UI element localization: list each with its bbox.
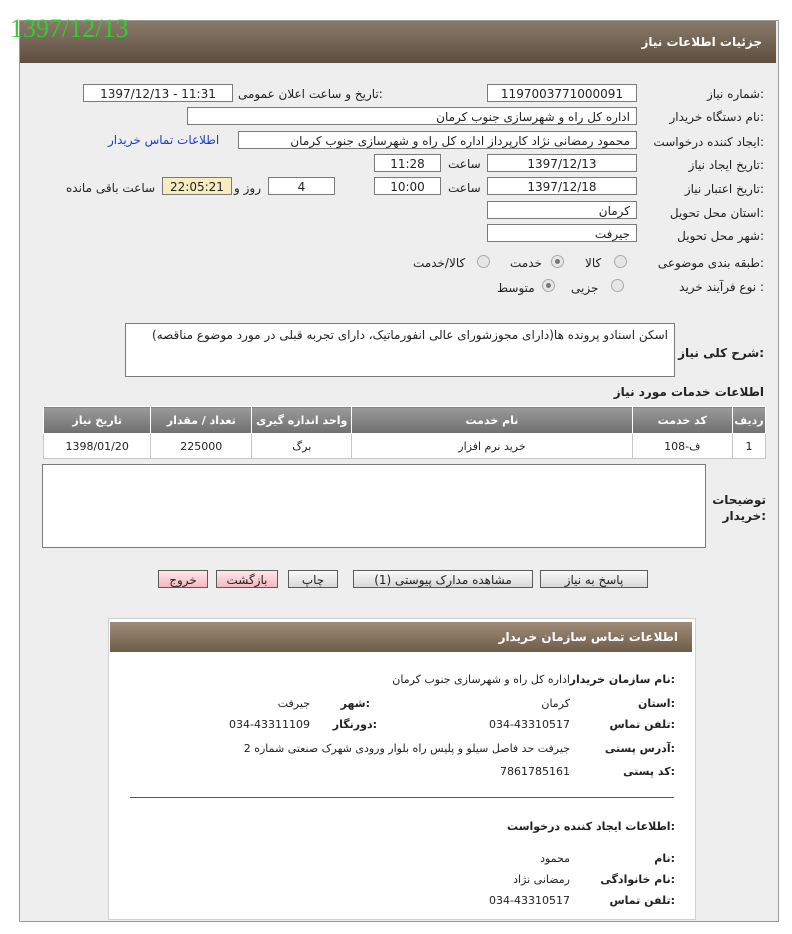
category-option-service: خدمت xyxy=(510,256,542,270)
contact-org-label: نام سازمان خریدار: xyxy=(569,673,675,686)
valid-time-label: ساعت xyxy=(448,181,481,195)
cell-service-name: خرید نرم افزار xyxy=(352,434,632,459)
creator-phone-label: تلفن تماس: xyxy=(609,894,675,907)
category-option-goods: کالا xyxy=(585,256,602,270)
announce-label: تاریخ و ساعت اعلان عمومی: xyxy=(238,87,383,101)
col-service-name: نام خدمت xyxy=(352,407,632,434)
cell-unit: برگ xyxy=(252,434,352,459)
contact-city-value: جیرفت xyxy=(277,697,310,710)
creator-name-label: نام: xyxy=(654,852,675,865)
date-stamp: 1397/12/13 xyxy=(10,14,129,43)
process-radio-minor[interactable] xyxy=(611,279,624,292)
contact-phone-label: تلفن تماس: xyxy=(609,718,675,731)
process-label: نوع فرآیند خرید : xyxy=(679,280,764,294)
cell-row: 1 xyxy=(733,434,766,459)
col-service-code: کد خدمت xyxy=(632,407,733,434)
contact-phone-value: 034-43310517 xyxy=(489,718,570,731)
contact-province-label: استان: xyxy=(637,697,675,710)
buyer-org-label: نام دستگاه خریدار: xyxy=(669,110,764,124)
city-field: جیرفت xyxy=(487,224,637,242)
contact-postal-label: کد پستی: xyxy=(623,765,675,778)
cell-quantity: 225000 xyxy=(151,434,252,459)
days-label: روز و xyxy=(234,181,261,195)
back-button[interactable]: بازگشت xyxy=(216,570,278,588)
category-radio-goods-service[interactable] xyxy=(477,255,490,268)
creator-family-value: رمضانی نژاد xyxy=(513,873,570,886)
contact-fax-value: 034-43311109 xyxy=(229,718,310,731)
col-need-date: تاریخ نیاز xyxy=(44,407,151,434)
cell-need-date: 1398/01/20 xyxy=(44,434,151,459)
contact-address-label: آدرس پستی: xyxy=(604,742,675,755)
description-box xyxy=(125,323,675,377)
valid-date-label: تاریخ اعتبار نیاز: xyxy=(684,182,764,196)
create-date-field: 1397/12/13 xyxy=(487,154,637,172)
days-field: 4 xyxy=(268,177,335,195)
category-radio-goods[interactable] xyxy=(614,255,627,268)
category-label: طبقه بندی موضوعی: xyxy=(657,256,764,270)
reply-button[interactable]: پاسخ به نیاز xyxy=(540,570,648,588)
print-button[interactable]: چاپ xyxy=(288,570,338,588)
contact-divider xyxy=(130,797,674,798)
create-date-label: تاریخ ایجاد نیاز: xyxy=(688,158,764,172)
process-radio-medium[interactable] xyxy=(542,279,555,292)
contact-header xyxy=(110,622,692,652)
category-option-goods-service: کالا/خدمت xyxy=(413,256,466,270)
buyer-notes-box xyxy=(42,464,706,548)
valid-date-field: 1397/12/18 xyxy=(487,177,637,195)
city-label: شهر محل تحویل: xyxy=(677,229,764,243)
process-option-medium: متوسط xyxy=(497,281,535,295)
exit-button[interactable]: خروج xyxy=(158,570,208,588)
contact-postal-value: 7861785161 xyxy=(500,765,570,778)
creator-field: محمود رمضانی نژاد کارپرداز اداره کل راه و شهرسازی جنوب کرمان xyxy=(238,131,637,149)
province-field: کرمان xyxy=(487,201,637,219)
contact-org-value: اداره کل راه و شهرسازی جنوب کرمان xyxy=(392,673,570,686)
valid-time-field: 10:00 xyxy=(374,177,441,195)
creator-info-title: اطلاعات ایجاد کننده درخواست: xyxy=(507,820,675,833)
creator-name-value: محمود xyxy=(540,852,570,865)
creator-label: ایجاد کننده درخواست: xyxy=(653,135,764,149)
cell-service-code: ف-108 xyxy=(632,434,733,459)
buyer-contact-link[interactable]: اطلاعات تماس خریدار xyxy=(108,133,220,147)
create-time-label: ساعت xyxy=(448,157,481,171)
panel-title: جزئیات اطلاعات نیاز xyxy=(641,35,762,49)
col-unit: واحد اندازه گیری xyxy=(252,407,352,434)
process-option-minor: جزیی xyxy=(571,281,599,295)
contact-city-label: شهر: xyxy=(340,697,370,710)
services-title: اطلاعات خدمات مورد نیاز xyxy=(613,385,764,399)
creator-phone-value: 034-43310517 xyxy=(489,894,570,907)
buyer-notes-label: توضیحات خریدار: xyxy=(712,493,766,523)
contact-fax-label: دورنگار: xyxy=(332,718,377,731)
create-time-field: 11:28 xyxy=(374,154,441,172)
contact-title: اطلاعات تماس سازمان خریدار xyxy=(498,630,678,644)
description-text: اسکن اسنادو پرونده ها(دارای مجوزشورای عالی انفورماتیک، دارای تجربه قبلی در مورد موضوع مناقصه) xyxy=(152,328,668,342)
col-quantity: تعداد / مقدار xyxy=(151,407,252,434)
need-number-label: شماره نیاز: xyxy=(706,87,764,101)
services-table xyxy=(43,406,766,459)
creator-family-label: نام خانوادگی: xyxy=(600,873,675,886)
contact-address-value: جیرفت حد فاصل سیلو و پلیس راه بلوار ورودی شهرک صنعتی شماره 2 xyxy=(243,742,570,755)
category-radio-service[interactable] xyxy=(551,255,564,268)
buyer-org-field: اداره کل راه و شهرسازی جنوب کرمان xyxy=(187,107,637,125)
panel-header xyxy=(20,21,776,63)
remaining-time-field: 22:05:21 xyxy=(162,177,232,195)
contact-province-value: کرمان xyxy=(541,697,570,710)
province-label: استان محل تحویل: xyxy=(669,206,764,220)
col-row: ردیف xyxy=(733,407,766,434)
announce-field: 1397/12/13 - 11:31 xyxy=(83,84,233,102)
need-number-field: 1197003771000091 xyxy=(487,84,637,102)
description-label: شرح کلی نیاز: xyxy=(678,346,764,360)
remaining-label: ساعت باقی مانده xyxy=(66,181,156,195)
table-row xyxy=(44,434,766,459)
attachments-button[interactable]: مشاهده مدارک پیوستی (1) xyxy=(353,570,533,588)
